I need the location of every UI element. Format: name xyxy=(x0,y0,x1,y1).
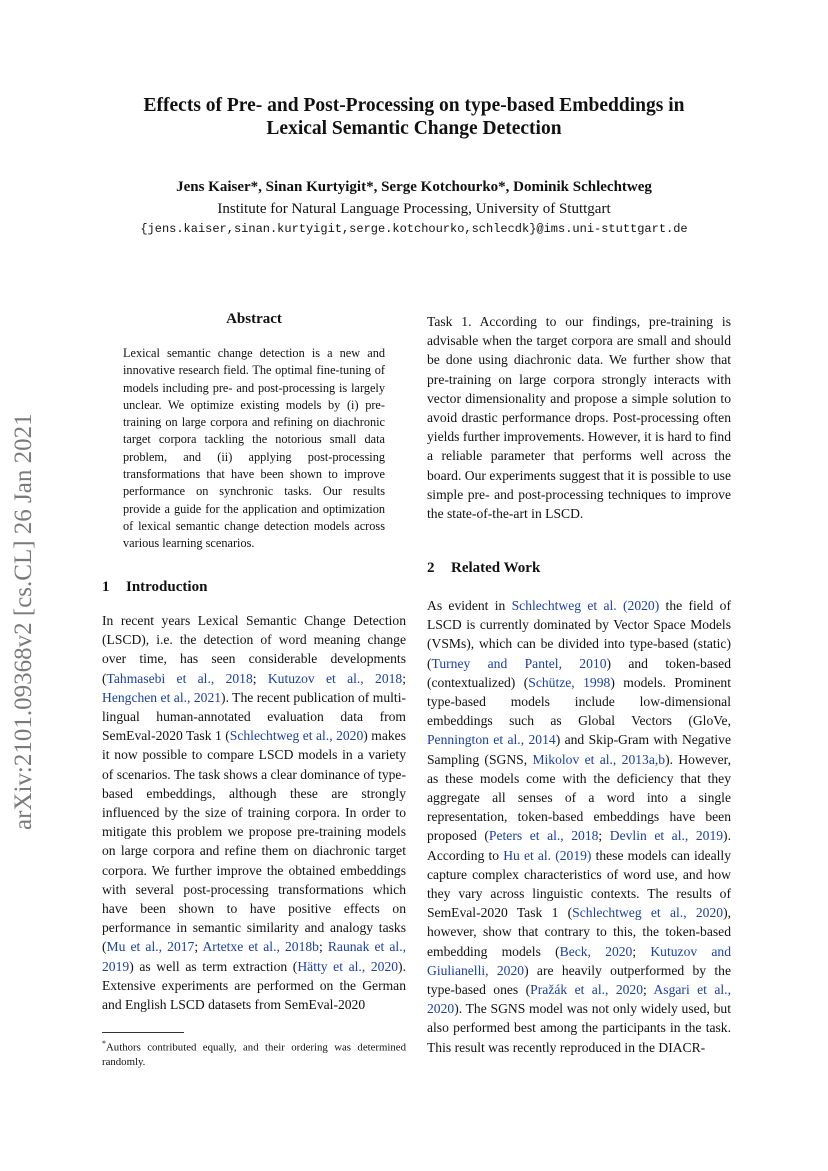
title-line-1: Effects of Pre- and Post-Processing on type-based Embeddings in xyxy=(143,95,685,116)
section-introduction-heading xyxy=(102,579,207,596)
citation-link[interactable]: Hengchen et al., 2021 xyxy=(102,689,222,705)
citation-link[interactable]: Devlin et al., 2019 xyxy=(609,828,724,844)
section-number: 2 xyxy=(427,560,435,576)
body-text: ) models. Prominent type-based models include low-dimensional embeddings such as Global Vectors (GloVe, xyxy=(427,674,731,729)
body-text: ). The recent publication of multi-lingual human-annotated evaluation data from SemEval-2020 Task 1 ( xyxy=(102,689,406,744)
body-text: ; xyxy=(402,670,406,686)
citation-link[interactable]: Schlechtweg et al., 2020 xyxy=(572,905,724,921)
section-number: 1 xyxy=(102,579,110,595)
citation-link[interactable]: Schlechtweg et al., 2020 xyxy=(229,728,364,744)
body-text: As evident in xyxy=(427,598,512,613)
body-text: ) and Skip-Gram with Negative Sampling (SGNS, xyxy=(427,732,732,767)
body-text: these models can ideally capture complex characteristics of word use, and how they vary across linguistic contexts. The results of SemEval-2020 Task 1 ( xyxy=(427,847,731,921)
title-line-2: Lexical Semantic Change Detection xyxy=(266,118,562,139)
body-text: ; xyxy=(643,982,654,998)
body-text: the field of LSCD is currently dominated by Vector Space Models (VSMs), which can be divided into type-based (static) ( xyxy=(427,598,731,671)
citation-link[interactable]: Mikolov et al., 2013a,b xyxy=(532,751,666,767)
footnote xyxy=(102,1037,406,1069)
body-text: ; xyxy=(318,939,328,955)
continued-paragraph: Task 1. According to our findings, pre-training is advisable when the target corpora are small and should be done using diachronic data. We further show that pre-training on large corpora strongly interacts with vector dimensionality and propose a simple solution to avoid drastic performance drops. Post-processing often yields further improvements. However, it is hard to find a reliable parameter that performs well across the board. Our experiments suggest that it is possible to use simple pre- and post-processing techniques to improve the state-of-the-art in LSCD. xyxy=(427,314,731,522)
paper-title xyxy=(100,94,728,140)
footnote-text: Authors contributed equally, and their ordering was determined randomly. xyxy=(102,1041,406,1068)
citation-link[interactable]: Hu et al. (2019) xyxy=(503,847,592,863)
citation-link[interactable]: Kutuzov and Giulianelli, 2020 xyxy=(427,943,732,978)
introduction-paragraph xyxy=(102,611,406,1014)
arxiv-identifier: arXiv:2101.09368v2 [cs.CL] 26 Jan 2021 xyxy=(10,413,37,831)
body-text: ). However, as these models come with the deficiency that they aggregate all senses of a word into a single representation, token-based embeddings have been proposed ( xyxy=(427,751,732,844)
citation-link[interactable]: Mu et al., 2017 xyxy=(106,939,195,955)
section-related-work-heading xyxy=(427,560,540,577)
citation-link[interactable]: Pennington et al., 2014 xyxy=(427,732,556,748)
body-text: ; xyxy=(194,939,203,955)
body-text: ) and token-based (contextualized) ( xyxy=(427,655,731,690)
affiliation: Institute for Natural Language Processing, University of Stuttgart xyxy=(217,201,611,217)
author-list: Jens Kaiser*, Sinan Kurtyigit*, Serge Kotchourko*, Dominik Schlechtweg xyxy=(176,179,652,195)
citation-link[interactable]: Schlechtweg et al. (2020) xyxy=(511,598,660,613)
citation-link[interactable]: Artetxe et al., 2018b xyxy=(202,939,319,955)
related-work-paragraph xyxy=(427,596,731,1057)
citation-link[interactable]: Schütze, 1998 xyxy=(528,674,611,690)
citation-link[interactable]: Beck, 2020 xyxy=(559,943,633,959)
citation-link[interactable]: Pražák et al., 2020 xyxy=(530,982,644,998)
body-text: ) are heavily outperformed by the type-based ones ( xyxy=(427,962,732,998)
body-text: ), however, show that contrary to this, the token-based embedding models ( xyxy=(427,905,731,959)
author-emails: {jens.kaiser,sinan.kurtyigit,serge.kotchourko,schlecdk}@ims.uni-stuttgart.de xyxy=(140,222,688,236)
citation-link[interactable]: Asgari et al., 2020 xyxy=(427,982,731,1017)
section-title: Related Work xyxy=(451,560,541,576)
citation-link[interactable]: Hätty et al., 2020 xyxy=(297,958,399,974)
citation-link[interactable]: Kutuzov et al., 2018 xyxy=(267,670,403,686)
body-text: ) makes it now possible to compare LSCD models in a variety of scenarios. The task shows a clear dominance of type-based embeddings, although these are strongly influenced by the size of training corpora. In order to mitigate this problem we propose pre-training models on large corpora and refine them on diachronic target corpora. We further improve the obtained embeddings with several post-processing transformations which have been shown to have positive effects on performance in semantic similarity and analogy tasks ( xyxy=(102,728,406,955)
citation-link[interactable]: Peters et al., 2018 xyxy=(488,828,599,844)
footnote-marker: * xyxy=(102,1039,106,1048)
footnote-rule xyxy=(102,1032,184,1033)
body-text: In recent years Lexical Semantic Change Detection (LSCD), i.e. the detection of word meaning change over time, has seen considerable developments ( xyxy=(102,613,406,686)
body-text: ). Extensive experiments are performed on the German and English LSCD datasets from SemEval-2020 xyxy=(102,958,406,1013)
citation-link[interactable]: Tahmasebi et al., 2018 xyxy=(106,670,253,686)
body-text: ) as well as term extraction ( xyxy=(129,958,298,974)
body-text: ; xyxy=(598,828,610,844)
citation-link[interactable]: Turney and Pantel, 2010 xyxy=(431,655,607,671)
citation-link[interactable]: Raunak et al., 2019 xyxy=(102,939,407,974)
section-title: Introduction xyxy=(126,579,208,595)
body-text: ). The SGNS model was not only widely used, but also performed best among the participants in the task. This result was recently reproduced in the DIACR- xyxy=(427,1001,731,1055)
body-text: ; xyxy=(252,670,268,686)
body-text: ). According to xyxy=(427,828,731,863)
abstract-heading: Abstract xyxy=(226,311,282,327)
body-text: ; xyxy=(632,943,651,959)
abstract-text: Lexical semantic change detection is a new and innovative research field. The optimal fine-tuning of models including pre- and post-processing is largely unclear. We optimize existing models by (i) pre-training on large corpora and refining on diachronic target corpora tackling the notorious small data problem, and (ii) applying post-processing transformations that have been shown to improve performance on synchronic tasks. Our results provide a guide for the application and optimization of lexical semantic change detection models across various learning scenarios. xyxy=(123,346,385,551)
